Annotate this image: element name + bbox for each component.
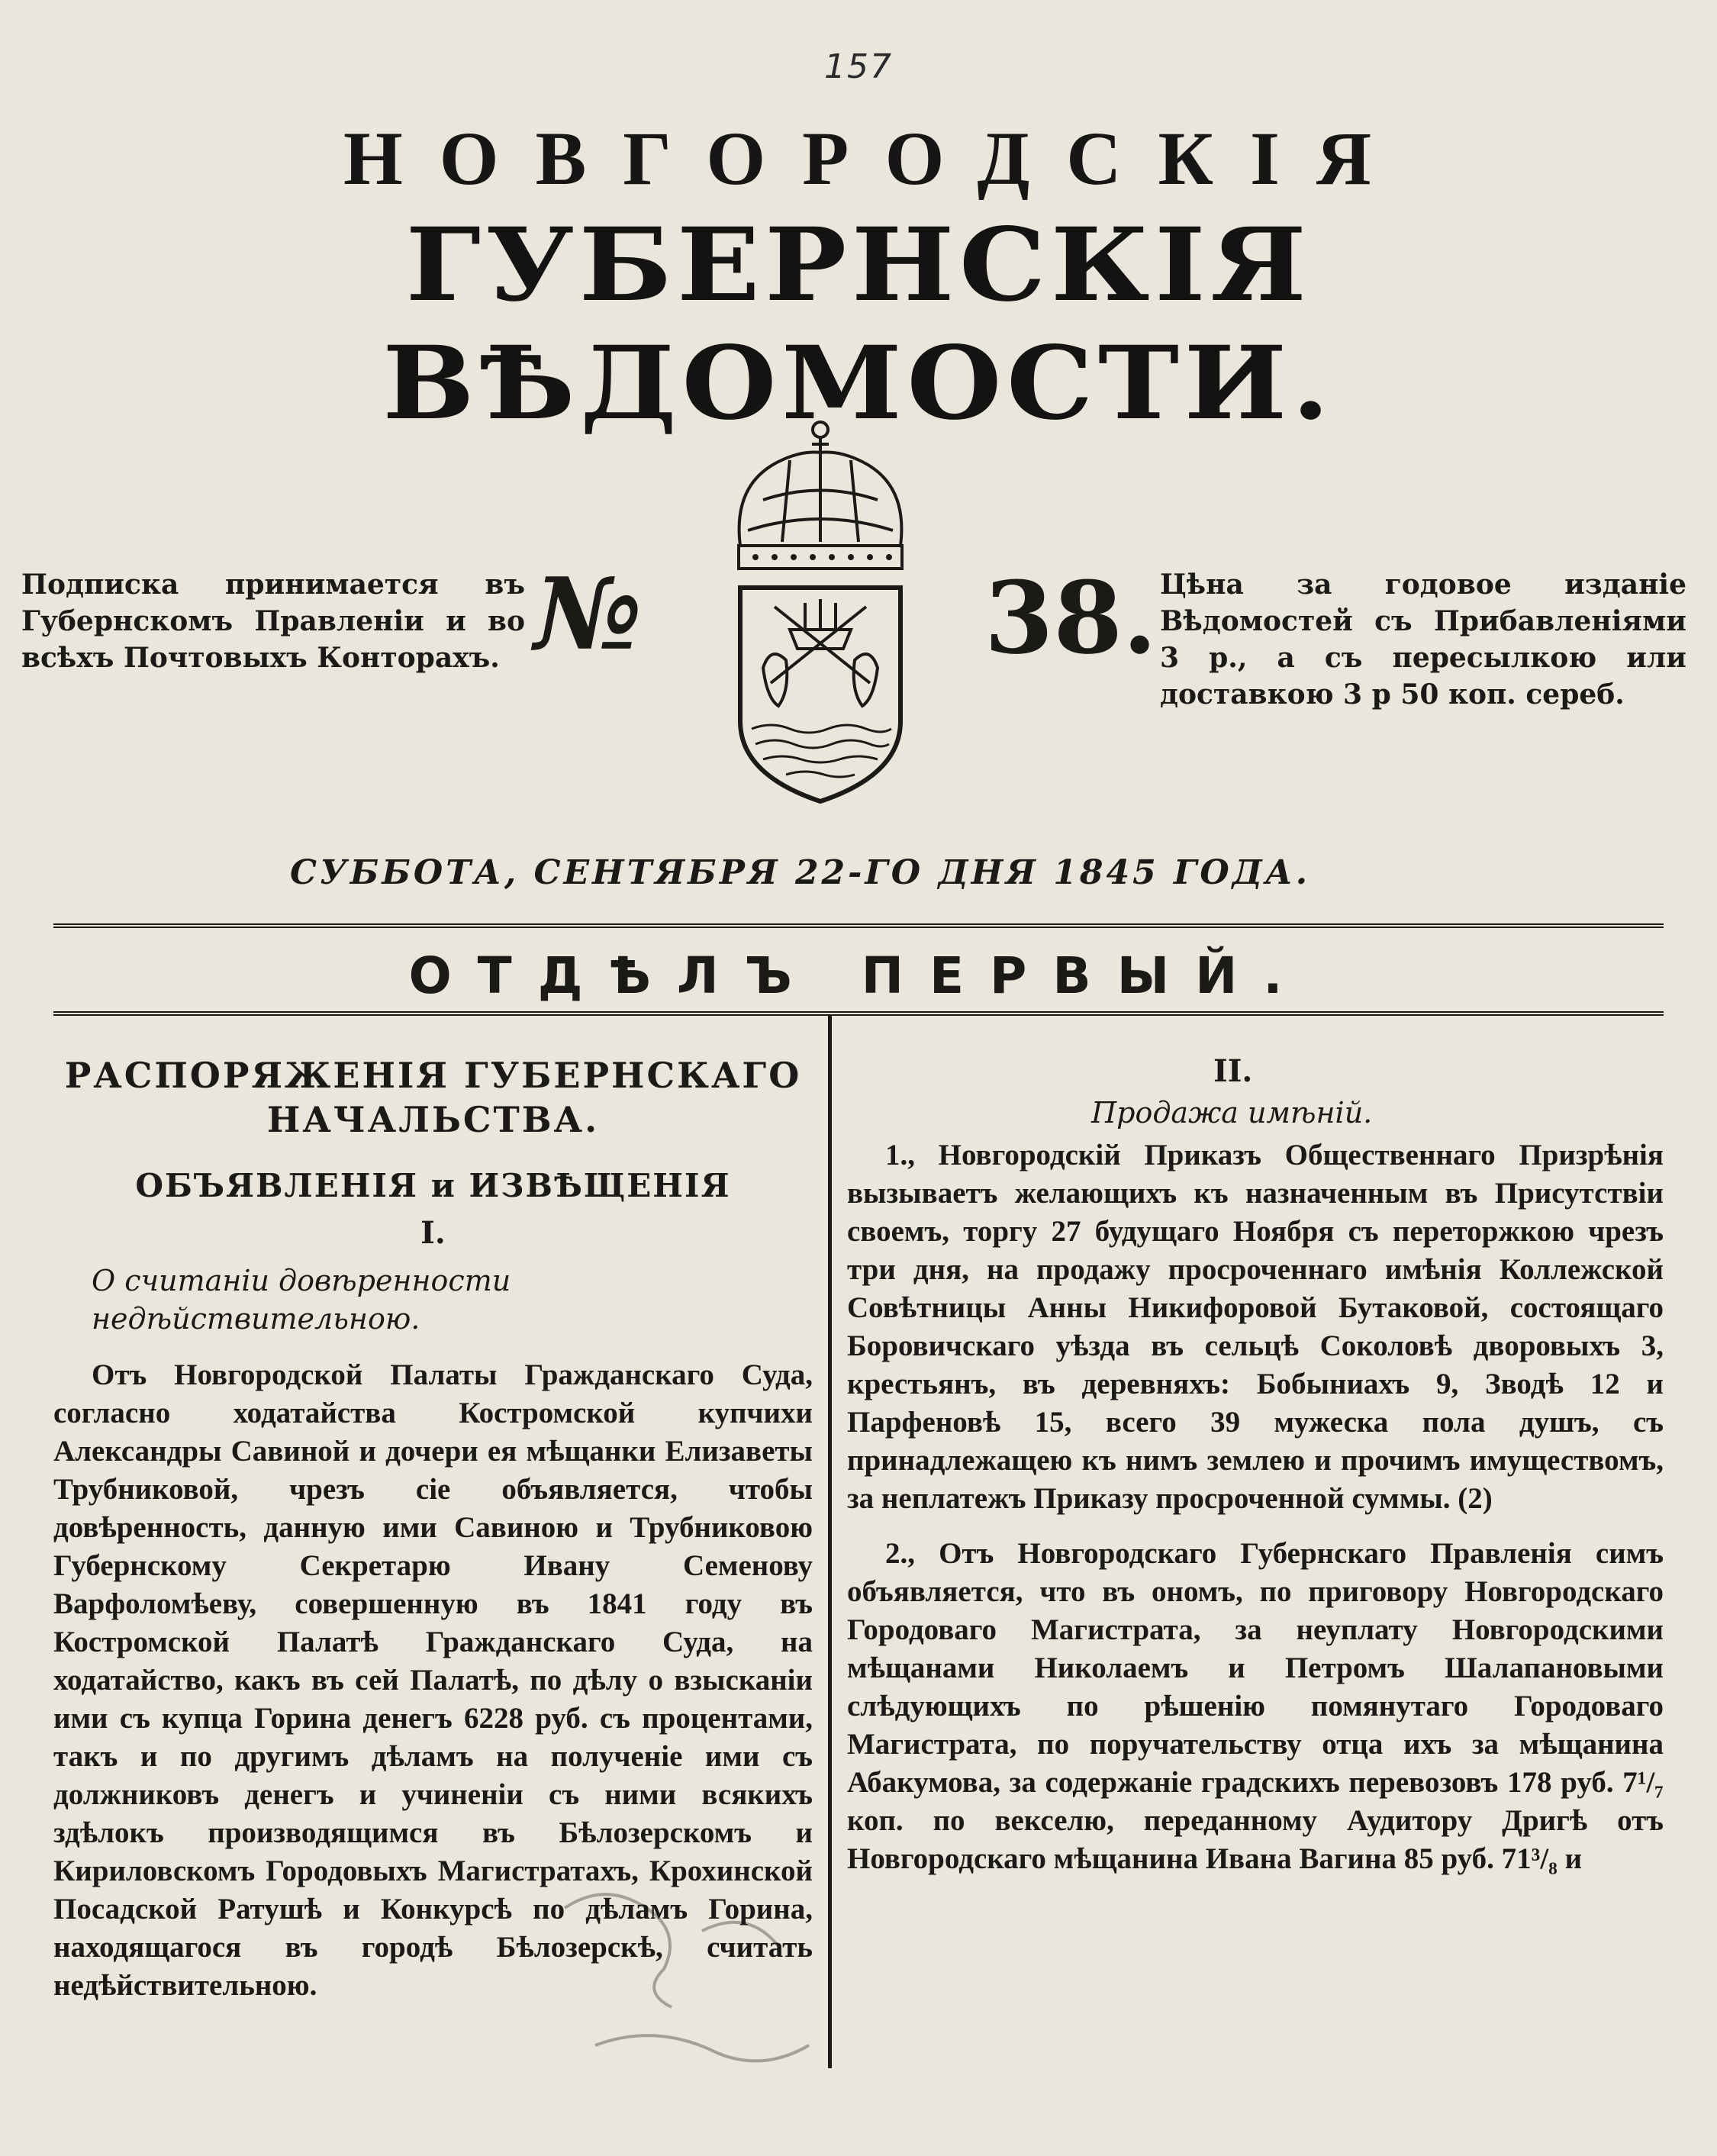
column-divider <box>828 1015 832 2068</box>
right-article-title: Продажа имѣній. <box>1091 1096 1373 1130</box>
title-line-2: ГУБЕРНСКІЯ ВѢДОМОСТИ. <box>382 206 1335 443</box>
left-article-body: Отъ Новгородской Палаты Гражданскаго Суда, согласно ходатайства Костромской купчихи Александры Савиной и дочери ея мѣщанки Елизаветы Трубниковой, чрезъ сіе объявляется, чтобы довѣренность, данную ими Савиною и Трубниковою Губернскому Секретарю Ивану Семенову Варфоломѣеву, совершенную въ 1841 году въ Костромской Палатѣ Гражданскаго Суда, на ходатайство, какъ въ сей Палатѣ, по дѣлу о взысканіи ими съ купца Горина денегъ 6228 руб. съ процентами, такъ и по другимъ дѣламъ на полученіе ими съ должниковъ денегъ и учиненіи съ ними всякихъ здѣлокъ производящимся въ Бѣлозерскомъ и Кириловскомъ Городовыхъ Магистратахъ, Крохинской Посадской Ратушѣ и Конкурсѣ по дѣламъ Горина, находящагося въ городѣ Бѣлозерскѣ, считать недѣйствительною. <box>53 1358 813 2002</box>
number-sign: № <box>534 556 643 672</box>
top-double-rule <box>53 923 1664 928</box>
left-subheading: ОБЪЯВЛЕНІЯ и ИЗВѢЩЕНІЯ <box>135 1167 731 1204</box>
dateline: СУББОТА, СЕНТЯБРЯ 22-ГО ДНЯ 1845 ГОДА. <box>290 853 1311 892</box>
bottom-double-rule <box>53 1011 1664 1016</box>
left-heading: РАСПОРЯЖЕНІЯ ГУБЕРНСКАГО НАЧАЛЬСТВА. <box>64 1055 802 1140</box>
subscription-note: Подписка принимается въ Губернскомъ Правленіи и во всѣхъ Почтовыхъ Конторахъ. <box>21 569 525 674</box>
handwritten-annotation-icon <box>549 1862 824 2091</box>
left-roman-numeral: I. <box>420 1215 446 1251</box>
page-number: 157 <box>824 47 893 86</box>
issue-number: 38. <box>984 559 1158 676</box>
right-article-paragraph-1: 1., Новгородскій Приказъ Общественнаго Призрѣнія вызываетъ желающихъ къ назначенным въ Присутствіи своемъ, торгу 27 будущаго Ноября съ переторжкою чрезъ три дня, на продажу просроченнаго имѣнія Коллежской Совѣтницы Анны Никифоровой Бутаковой, состоящаго Боровичскаго уѣзда въ сельцѣ Соколовѣ дворовыхъ 3, крестьянъ, въ деревняхъ: Бобыниахъ 9, Зводѣ 12 и Парфеновѣ 15, всего 39 мужеска пола душъ, съ принадлежащею къ нимъ землею и прочимъ имуществомъ, за неплатежъ Приказу просроченной суммы. (2) <box>847 1139 1664 1515</box>
right-article-paragraph-2: 2., Отъ Новгородскаго Губернскаго Правленія симъ объявляется, что въ ономъ, по приговору Новгородскаго Городоваго Магистрата, за неуплату Новгородскими мѣщанами Николаемъ и Петромъ Шалапановыми слѣдующихъ по рѣшенію помянутаго Городоваго Магистрата, по поручательству отца ихъ за мѣщанина Абакумова, за содержаніе градскихъ перевозовъ 178 руб. 7¹/₇ коп. по векселю, переданному Аудитору Дригѣ отъ Новгородскаго мѣщанина Ивана Вагина 85 руб. 71³/₈ и <box>847 1537 1664 1875</box>
right-column <box>847 1053 1664 1895</box>
left-article-title: О считаніи довѣренности недѣйствительною. <box>92 1264 511 1336</box>
section-title: ОТДѢЛЪ ПЕРВЫЙ. <box>408 946 1309 1005</box>
title-line-1: НОВГОРОДСКІЯ <box>343 116 1409 201</box>
right-roman-numeral: II. <box>1213 1053 1253 1089</box>
coat-of-arms-icon <box>717 416 923 813</box>
price-note: Цѣна за годовое изданіе Вѣдомостей съ Прибавленіями 3 р., а съ пересылкою или доставкою 3 р 50 коп. сереб. <box>1160 569 1686 711</box>
